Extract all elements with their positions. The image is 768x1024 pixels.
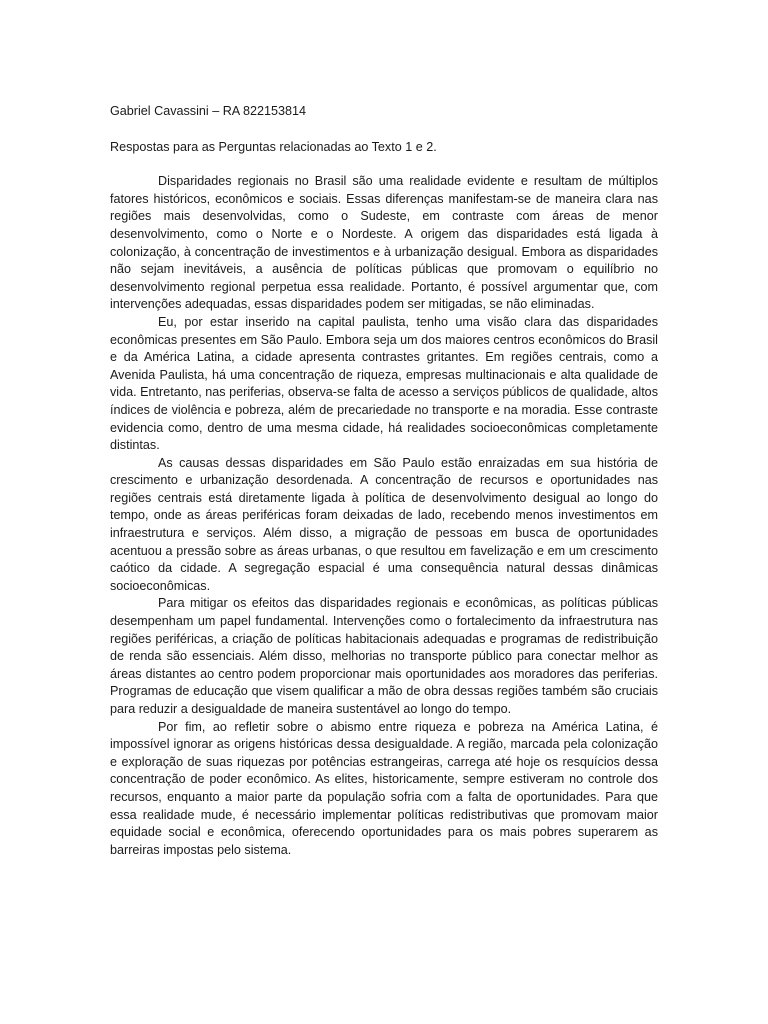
paragraph-1: Disparidades regionais no Brasil são uma realidade evidente e resultam de múltiplos fatores históricos, econômicos e sociais. Essas diferenças manifestam-se de maneira clara nas regiões mais desenvolvidas, como o Sudeste, em contraste com áreas de menor desenvolvimento, como o Norte e o Nordeste. A origem das disparidades está ligada à colonização, à concentração de investimentos e à urbanização desigual. Embora as disparidades não sejam inevitáveis, a ausência de políticas públicas que promovam o equilíbrio no desenvolvimento regional perpetua essa realidade. Portanto, é possível argumentar que, com intervenções adequadas, essas disparidades podem ser mitigadas, se não eliminadas. bbox=[110, 174, 658, 312]
author-header: Gabriel Cavassini – RA 822153814 bbox=[110, 104, 307, 118]
paragraph-3: As causas dessas disparidades em São Paulo estão enraizadas em sua história de crescimento e urbanização desordenada. A concentração de recursos e oportunidades nas regiões centrais está diretamente ligada à política de desenvolvimento desigual ao longo do tempo, onde as áreas periféricas foram deixadas de lado, recebendo menos investimentos em infraestrutura e serviços. Além disso, a migração de pessoas em busca de oportunidades acentuou a pressão sobre as áreas urbanas, o que resultou em favelização e em um crescimento caótico da cidade. A segregação espacial é uma consequência natural dessas dinâmicas socioeconômicas. bbox=[110, 455, 658, 593]
document-subtitle: Respostas para as Perguntas relacionadas ao Texto 1 e 2. bbox=[110, 139, 437, 154]
paragraph-5: Por fim, ao refletir sobre o abismo entre riqueza e pobreza na América Latina, é impossível ignorar as origens históricas dessa desigualdade. A região, marcada pela colonização e exploração de suas riquezas por potências estrangeiras, carrega até hoje os resquícios dessa concentração de poder econômico. As elites, historicamente, sempre estiveram no controle dos recursos, enquanto a maior parte da população sofria com a falta de oportunidades. Para que essa realidade mude, é necessário implementar políticas redistributivas que promovam maior equidade social e econômica, oferecendo oportunidades para os mais pobres superarem as barreiras impostas pelo sistema. bbox=[110, 719, 658, 857]
paragraph-4: Para mitigar os efeitos das disparidades regionais e econômicas, as políticas públicas desempenham um papel fundamental. Intervenções como o fortalecimento da infraestrutura nas regiões periféricas, a criação de políticas habitacionais adequadas e programas de redistribuição de renda são essenciais. Além disso, melhorias no transporte público para conectar melhor as áreas distantes ao centro podem proporcionar mais oportunidades aos moradores das periferias. Programas de educação que visem qualificar a mão de obra dessas regiões também são cruciais para reduzir a desigualdade de maneira sustentável ao longo do tempo. bbox=[110, 596, 658, 716]
document-body bbox=[110, 103, 658, 859]
paragraph-2: Eu, por estar inserido na capital paulista, tenho uma visão clara das disparidades econômicas presentes em São Paulo. Embora seja um dos maiores centros econômicos do Brasil e da América Latina, a cidade apresenta contrastes gritantes. Em regiões centrais, como a Avenida Paulista, há uma concentração de riqueza, empresas multinacionais e alta qualidade de vida. Entretanto, nas periferias, observa-se falta de acesso a serviços públicos de qualidade, altos índices de violência e pobreza, além de precariedade no transporte e na moradia. Esse contraste evidencia como, dentro de uma mesma cidade, há realidades socioeconômicas completamente distintas. bbox=[110, 314, 658, 453]
